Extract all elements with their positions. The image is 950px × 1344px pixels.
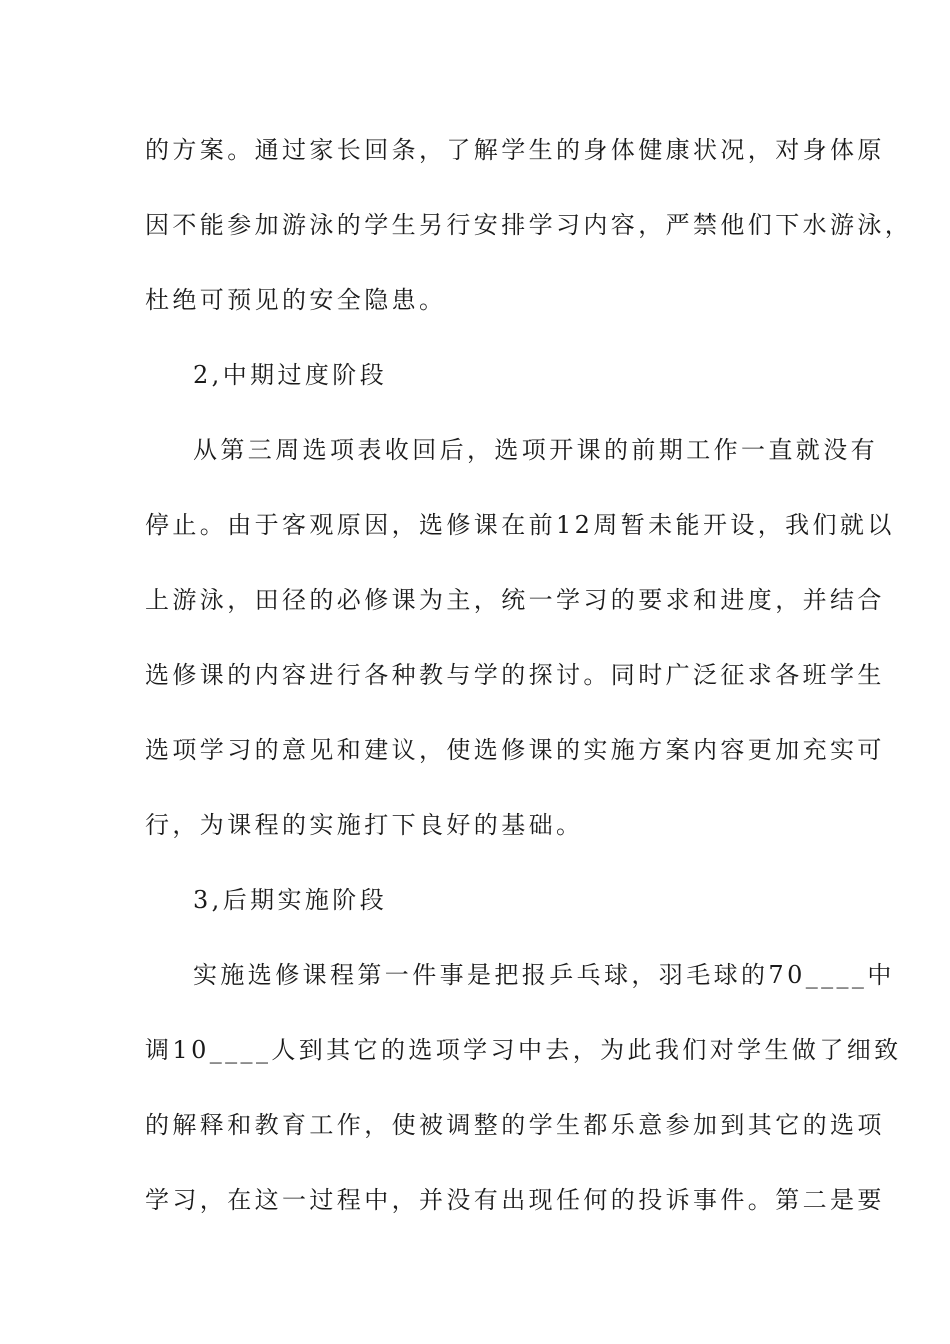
section-heading-2: 2,中期过度阶段 — [193, 361, 388, 389]
section-heading-3: 3,后期实施阶段 — [193, 886, 388, 914]
paragraph-line-13: 学习，在这一过程中，并没有出现任何的投诉事件。第二是要 — [145, 1186, 885, 1214]
paragraph-line-10: 实施选修课程第一件事是把报乒乓球，羽毛球的70____中 — [193, 961, 895, 989]
paragraph-line-4: 从第三周选项表收回后，选项开课的前期工作一直就没有 — [193, 436, 878, 464]
paragraph-line-1: 的方案。通过家长回条，了解学生的身体健康状况，对身体原 — [145, 136, 885, 164]
paragraph-line-5: 停止。由于客观原因，选修课在前12周暂未能开设，我们就以 — [145, 511, 895, 539]
paragraph-line-2: 因不能参加游泳的学生另行安排学习内容，严禁他们下水游泳， — [145, 211, 913, 239]
paragraph-line-8: 选项学习的意见和建议，使选修课的实施方案内容更加充实可 — [145, 736, 885, 764]
paragraph-line-3: 杜绝可预见的安全隐患。 — [145, 286, 447, 314]
paragraph-line-7: 选修课的内容进行各种教与学的探讨。同时广泛征求各班学生 — [145, 661, 885, 689]
paragraph-line-11: 调10____人到其它的选项学习中去，为此我们对学生做了细致 — [145, 1036, 902, 1064]
paragraph-line-6: 上游泳，田径的必修课为主，统一学习的要求和进度，并结合 — [145, 586, 885, 614]
paragraph-line-12: 的解释和教育工作，使被调整的学生都乐意参加到其它的选项 — [145, 1111, 885, 1139]
paragraph-line-9: 行，为课程的实施打下良好的基础。 — [145, 811, 584, 839]
